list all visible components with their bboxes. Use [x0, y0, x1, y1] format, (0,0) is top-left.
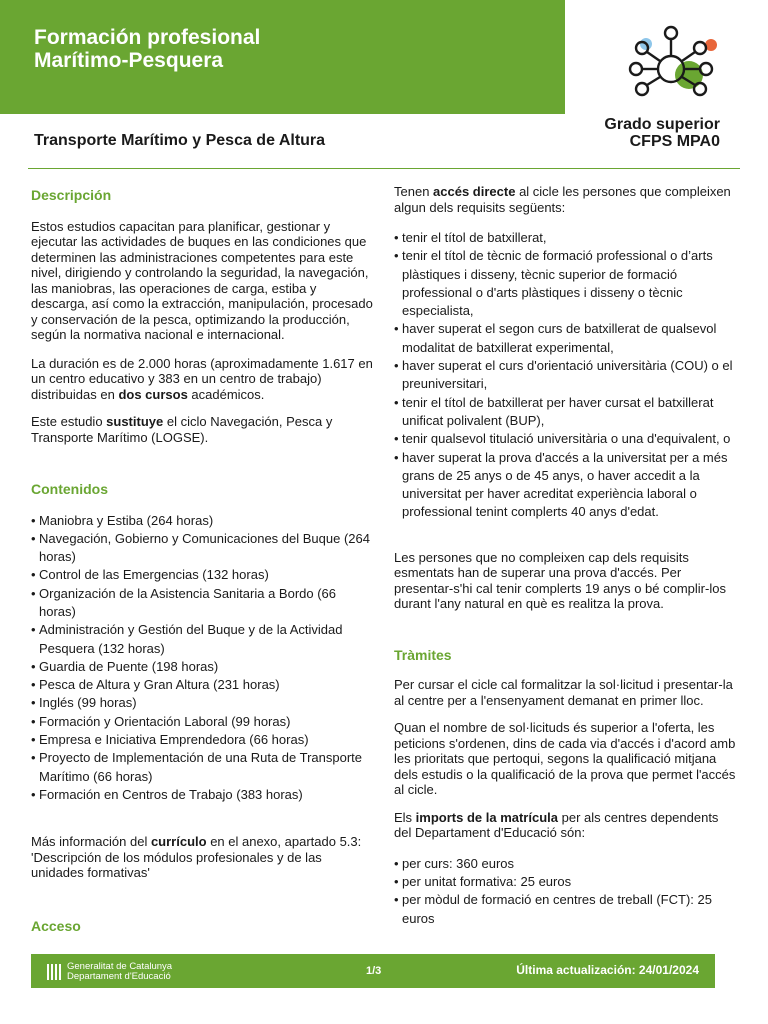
descripcion-paragraph-1: Estos estudios capacitan para planificar, gestionar y ejecutar las actividades de buques en las condiciones que determinen las administraciones competentes para este nivel, dirigiendo y controlando la seguridad, la navegación, las maniobras, las operaciones de carga, estiba y descarga, así como la extracción, manipulación, procesado y conservación de la pesca, optimizando la producción, según la normativa nacional e internacional. — [31, 218, 373, 342]
list-item: • per mòdul de formació en centres de treball (FCT): 25 euros — [394, 891, 739, 928]
list-item: • Maniobra y Estiba (264 horas) — [31, 512, 376, 530]
list-item: • Control de las Emergencias (132 horas) — [31, 566, 376, 584]
header-banner — [0, 0, 565, 114]
list-item: • Empresa e Iniciativa Emprendedora (66 horas) — [31, 731, 376, 749]
list-item: • Formación y Orientación Laboral (99 horas) — [31, 713, 376, 731]
list-item: • Navegación, Gobierno y Comunicaciones del Buque (264 horas) — [31, 530, 376, 567]
section-heading-descripcion: Descripción — [31, 187, 112, 203]
list-item: • Pesca de Altura y Gran Altura (231 horas) — [31, 676, 376, 694]
grade-label — [604, 116, 720, 150]
title-line-2: Marítimo-Pesquera — [34, 49, 224, 72]
list-item: • tenir el títol de batxillerat, — [394, 229, 739, 247]
acceso-requirements-list — [394, 229, 739, 522]
fees-list — [394, 855, 739, 928]
page-number: 1/3 — [366, 965, 382, 977]
acceso-note: Les persones que no compleixen cap dels requisits esmentats han de superar una prova d'accés. Per presentar-s'hi cal tenir complerts 19 anys o bé complir-los durant l'any natural en què es realitza la prova. — [394, 549, 726, 612]
org-name: Generalitat de Catalunya — [67, 961, 173, 972]
tramites-paragraph-3: Els imports de la matrícula per als centres dependents del Departament d'Educació són: — [394, 809, 719, 841]
list-item: • Formación en Centros de Trabajo (383 horas) — [31, 786, 376, 804]
generalitat-emblem-icon — [47, 964, 61, 980]
descripcion-paragraph-3: Este estudio sustituye el ciclo Navegación, Pesca y Transporte Marítimo (LOGSE). — [31, 414, 333, 445]
curriculo-note: Más información del currículo en el anexo, apartado 5.3: 'Descripción de los módulos profesionales y de las unidades formativas' — [31, 834, 362, 881]
footer-bar — [31, 954, 715, 988]
list-item: • tenir el títol de tècnic de formació professional o d’arts plàstiques i disseny, tècnic superior de formació professional o d'arts plàstiques i disseny o tècnic especialista, — [394, 247, 739, 320]
section-heading-acceso: Acceso — [31, 917, 81, 934]
last-updated: Última actualización: 24/01/2024 — [516, 963, 699, 977]
list-item: • haver superat el curs d'orientació universitària (COU) o el preuniversitari, — [394, 357, 739, 394]
tramites-paragraph-2: Quan el nombre de sol·licituds és superior a l'oferta, les peticions s'ordenen, dins de cada via d'accés i d'acord amb les prioritats que pertoqui, segons la qualificació mitjana dels estudis o la qualificació de la prova que permet l'accés al cicle. — [394, 720, 736, 798]
list-item: • haver superat la prova d'accés a la universitat per a més grans de 25 anys o de 45 anys, o haver accedit a la universitat per haver acreditat experiència laboral o professional tenint complerts 40 anys d'edat. — [394, 449, 739, 522]
divider — [28, 168, 740, 169]
grade-level: Grado superior — [604, 116, 720, 133]
generalitat-logo — [47, 962, 172, 982]
page-title — [34, 26, 260, 72]
list-item: • per curs: 360 euros — [394, 855, 739, 873]
department-name: Departament d'Educació — [67, 971, 171, 982]
descripcion-paragraph-2: La duración es de 2.000 horas (aproximadamente 1.617 en un centro educativo y 383 en un centro de trabajo) distribuidas en dos cursos académicos. — [31, 355, 373, 402]
section-heading-contenidos: Contenidos — [31, 481, 108, 497]
list-item: • per unitat formativa: 25 euros — [394, 873, 739, 891]
list-item: • Inglés (99 horas) — [31, 694, 376, 712]
list-item: • tenir el títol de batxillerat per haver cursat el batxillerat unificat polivalent (BUP), — [394, 394, 739, 431]
title-line-1: Formación profesional — [34, 26, 261, 49]
list-item: • tenir qualsevol titulació universitària o una d'equivalent, o — [394, 430, 739, 448]
network-nodes-icon — [628, 24, 720, 104]
contenidos-list — [31, 512, 376, 805]
list-item: • Proyecto de Implementación de una Ruta de Transporte Marítimo (66 horas) — [31, 749, 376, 786]
list-item: • Administración y Gestión del Buque y de la Actividad Pesquera (132 horas) — [31, 621, 376, 658]
grade-code: CFPS MPA0 — [629, 133, 720, 150]
right-column — [394, 180, 739, 928]
list-item: • Guardia de Puente (198 horas) — [31, 658, 376, 676]
page-subtitle: Transporte Marítimo y Pesca de Altura — [34, 132, 326, 149]
list-item: • haver superat el segon curs de batxillerat de qualsevol modalitat de batxillerat experimental, — [394, 320, 739, 357]
section-heading-tramites: Tràmites — [394, 646, 452, 663]
acceso-intro: Tenen accés directe al cicle les persones que compleixen algun dels requisits següents: — [394, 184, 731, 215]
left-column — [31, 180, 376, 934]
logo-accent-green — [675, 61, 703, 89]
tramites-paragraph-1: Per cursar el cicle cal formalitzar la sol·licitud i presentar-la al centre per a l'ensenyament demanat en primer lloc. — [394, 677, 733, 708]
list-item: • Organización de la Asistencia Sanitaria a Bordo (66 horas) — [31, 585, 376, 622]
